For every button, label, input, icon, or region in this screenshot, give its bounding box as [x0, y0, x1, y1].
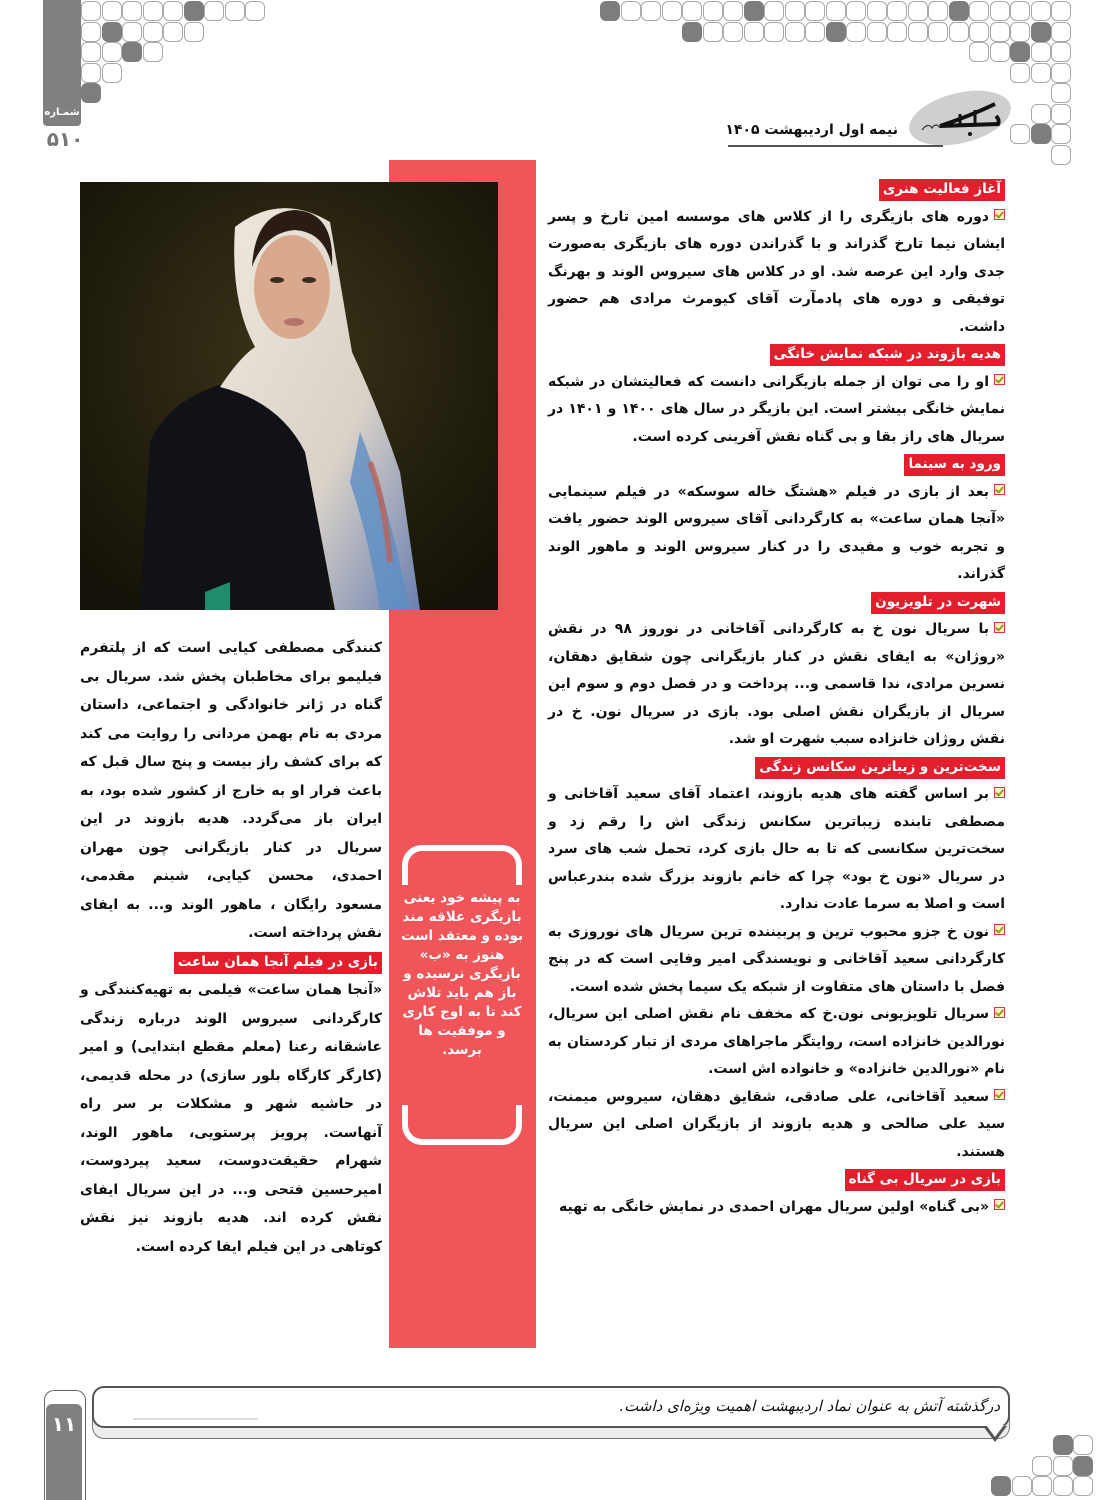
tile-light [949, 22, 969, 42]
tile-light [1051, 83, 1071, 103]
tile-light [764, 1, 784, 21]
tile-light [1012, 1476, 1032, 1496]
tile-light [805, 22, 825, 42]
tile-light [245, 1, 265, 21]
issue-number: ۵۱۰ [46, 127, 84, 151]
bubble-underline [133, 1418, 258, 1420]
checkbox-bullet-icon [994, 622, 1005, 633]
tile-dark [81, 83, 101, 103]
tile-light [867, 22, 887, 42]
tile-dark [1031, 22, 1051, 42]
tile-light [662, 1, 682, 21]
section-heading: بازی در فیلم آنجا همان ساعت [174, 952, 382, 974]
tile-light [1031, 104, 1051, 124]
tile-light [805, 1, 825, 21]
tile-dark [826, 22, 846, 42]
tile-light [969, 22, 989, 42]
article-right-column [548, 176, 1005, 1221]
tile-light [969, 42, 989, 62]
pull-quote-text: به پیشه خود یعنی بازیگری علاقه مند بوده و معتقد است هنوز به «ب» بازیگری نرسیده و باز هم باید تلاش کند تا به اوج کاری و موفقیت ها برسد. [400, 890, 524, 1058]
section-heading: شهرت در تلویزیون [871, 592, 1005, 614]
tile-light [1051, 22, 1071, 42]
tile-light [81, 63, 101, 83]
tile-light [928, 22, 948, 42]
tile-light [867, 1, 887, 21]
tile-dark [184, 1, 204, 21]
tile-light [826, 1, 846, 21]
checkbox-bullet-icon [994, 1089, 1005, 1100]
tile-light [928, 1, 948, 21]
left-continuation-text: کنندگی مصطفی کیایی است که از پلتفرم فیلیمو برای مخاطبان پخش شد. سریال بی گناه در ژانر خانوادگی و اجتماعی، داستان مردی به نام بهمن مردانی را روایت می کند که برای کشف راز بیست و پنج سال قبل که باعث فرار او به خارج از کشور شده بود، به ایران باز می‌گردد. هدیه بازوند در این سریال در کنار بازیگرانی چون مهران احمدی، محسن کیایی، شبنم مقدمی، مسعود رایگان ، ماهور الوند و... به ایفای نقش پرداخته است. [80, 640, 382, 941]
paragraph-text: دوره های بازیگری را از کلاس های موسسه امین تارخ و پسر ایشان نیما تارخ گذراند و با گذراندن دوره های بازیگری به‌صورت جدی وارد این عرصه شد. او در کلاس های سیروس الوند و بهرنگ توفیقی و دوره های پادمآرت آقای کیومرث مرادی هم حضور داشت. [548, 208, 1005, 335]
tile-light [1051, 42, 1071, 62]
paragraph [548, 781, 1005, 919]
tile-dark [1031, 124, 1051, 144]
tile-light [990, 1, 1010, 21]
tile-light [81, 22, 101, 42]
tile-light [1031, 42, 1051, 62]
tile-light [102, 42, 122, 62]
tile-light [846, 1, 866, 21]
tile-light [1051, 145, 1071, 165]
paragraph [548, 1194, 1005, 1222]
tile-dark [991, 1476, 1011, 1496]
tile-dark [1053, 1435, 1073, 1455]
checkbox-bullet-icon [994, 1199, 1005, 1210]
tile-light [122, 22, 142, 42]
tile-light [908, 1, 928, 21]
paragraph [548, 919, 1005, 1002]
issue-label: شمـاره [44, 107, 80, 118]
tile-light [1051, 1, 1071, 21]
tile-light [887, 1, 907, 21]
checkbox-bullet-icon [994, 209, 1005, 220]
tile-light [1073, 1476, 1093, 1496]
tile-dark [102, 22, 122, 42]
left-section-text: «آنجا همان ساعت» فیلمی به تهیه‌کنندگی و کارگردانی سیروس الوند درباره زندگی عاشقانه رعنا (معلم مقطع ابتدایی) و امیر (کارگر کارگاه بلور سازی) در محله قدیمی، در حاشیه شهر و مشکلات بر سر راه آنهاست. پرویز پرستویی، ماهور الوند، شهرام حقیقت‌دوست، سعید پیردوست، امیرحسین فتحی و... در این سریال ایفای نقش کرده اند. هدیه بازوند نیز نقش کوتاهی در این فیلم ایفا کرده است. [80, 982, 382, 1255]
quote-bracket-top-icon [402, 845, 522, 885]
tile-dark [949, 1, 969, 21]
checkbox-bullet-icon [994, 484, 1005, 495]
tile-light [703, 1, 723, 21]
paragraph-text: نون خ جزو محبوب ترین و پربیننده ترین سریال های نوروزی به کارگردانی سعید آقاخانی و نویسندگی امیر وفایی است که در پنج فصل با داستان های متفاوت از شبکه یک سیما پخش شده است. [548, 923, 1005, 995]
tile-light [1010, 63, 1030, 83]
tile-light [723, 1, 743, 21]
tile-light [184, 22, 204, 42]
tile-light [990, 22, 1010, 42]
section-heading: ورود به سینما [904, 454, 1005, 476]
quote-bracket-bottom-icon [402, 1105, 522, 1145]
section-heading: هدیه بازوند در شبکه نمایش خانگی [770, 344, 1005, 366]
pull-quote [398, 845, 526, 1145]
tile-light [1053, 1476, 1073, 1496]
tile-light [163, 1, 183, 21]
tile-light [1010, 1, 1030, 21]
tile-light [143, 1, 163, 21]
paragraph-text: با سریال نون خ به کارگردانی آقاخانی در نوروز ۹۸ در نقش «روژان» به ایفای نقش در کنار بازیگرانی چون شقایق دهقان، نسرین مرادی، ندا قاسمی و... پرداخت و در فصل دوم و سوم این سریال از بازیگران نقش اصلی بود. بازی در سریال نون. خ در نقش روژان خانزاده سبب شهرت او شد. [548, 621, 1005, 747]
tile-light [1051, 124, 1071, 144]
speech-bubble-tail-inner [986, 1425, 1004, 1437]
checkbox-bullet-icon [994, 924, 1005, 935]
checkbox-bullet-icon [994, 787, 1005, 798]
tile-light [163, 22, 183, 42]
tile-light [764, 22, 784, 42]
tile-light [1053, 1456, 1073, 1476]
checkbox-bullet-icon [994, 1007, 1005, 1018]
portrait-photo-icon [80, 182, 498, 610]
tile-light [990, 42, 1010, 62]
tile-light [744, 22, 764, 42]
paragraph-text: «بی گناه» اولین سریال مهران احمدی در نمایش خانگی به تهیه [559, 1198, 989, 1215]
checkbox-bullet-icon [994, 374, 1005, 385]
tile-light [703, 22, 723, 42]
paragraph [548, 1084, 1005, 1167]
tile-light [143, 22, 163, 42]
tile-light [225, 1, 245, 21]
section-heading: آغاز فعالیت هنری [879, 179, 1005, 201]
issue-date: نیمه اول اردیبهشت ۱۴۰۵ [725, 122, 898, 138]
tile-light [785, 22, 805, 42]
tile-light [969, 1, 989, 21]
tile-light [1051, 63, 1071, 83]
tile-light [1031, 1, 1051, 21]
tile-dark [1010, 42, 1030, 62]
tile-light [204, 1, 224, 21]
tile-light [1073, 1435, 1093, 1455]
tile-dark [122, 42, 142, 62]
tile-light [887, 22, 907, 42]
tile-light [102, 63, 122, 83]
tile-light [1032, 1476, 1052, 1496]
tile-light [143, 42, 163, 62]
tile-light [621, 1, 641, 21]
article-left-column [80, 634, 382, 1261]
tile-light [122, 1, 142, 21]
paragraph [548, 1001, 1005, 1084]
tile-light [723, 22, 743, 42]
section-heading: بازی در سریال بی گناه [845, 1169, 1005, 1191]
paragraph [548, 616, 1005, 754]
logo-icon [900, 86, 1015, 148]
paragraph [548, 479, 1005, 589]
paragraph-text: سعید آقاخانی، علی صادقی، شقایق دهقان، سیروس میمنت، سید علی صالحی و هدیه بازوند از بازیگران اصلی این سریال هستند. [548, 1088, 1005, 1160]
speech-bubble-text: درگذشته آتش به عنوان نماد اردیبهشت اهمیت ویژه‌ای داشت. [619, 1397, 1000, 1415]
tile-light [1010, 22, 1030, 42]
tile-light [81, 1, 101, 21]
tile-dark [600, 1, 620, 21]
paragraph-text: او را می توان از جمله بازیگرانی دانست که فعالیتشان در شبکه نمایش خانگی بیشتر است. این بازیگر در سال های ۱۴۰۰ و ۱۴۰۱ در سریال های راز بقا و بی گناه نقش آفرینی کرده است. [548, 373, 1005, 445]
tile-light [846, 22, 866, 42]
actress-portrait-photo [80, 182, 498, 610]
header-divider [728, 145, 943, 147]
paragraph-text: سریال تلویزیونی نون.خ که مخفف نام نقش اصلی این سریال، نورالدین خانزاده است، روایتگر ماجراهای مردی از تبار کردستان به نام «نورالدین خانزاده» و خانواده اش است. [548, 1006, 1005, 1077]
paragraph-text: بر اساس گفته های هدیه بازوند، اعتماد آقای سعید آقاخانی و مصطفی تابنده زیباترین سکانس زندگی اش را رقم زد و سخت‌ترین سکانسی که تا به حال بازی کرد، تحمل شب های سرد در سریال «نون خ بود» چرا که خانم بازوند بزرگ شده بندرعباس است و اصلا به سرما عادت ندارد. [548, 786, 1005, 912]
magazine-logo [900, 86, 1015, 148]
paragraph [548, 369, 1005, 452]
tile-light [81, 42, 101, 62]
tile-light [785, 1, 805, 21]
page-number: ۱۱ [51, 1412, 77, 1436]
tile-light [641, 1, 661, 21]
tile-light [682, 1, 702, 21]
tile-light [102, 1, 122, 21]
tile-light [1032, 1456, 1052, 1476]
tile-dark [1073, 1456, 1093, 1476]
tile-dark [744, 1, 764, 21]
paragraph-text: بعد از بازی در فیلم «هشتگ خاله سوسکه» در فیلم سینمایی «آنجا همان ساعت» به کارگردانی آقای سیروس الوند حضور یافت و تجربه خوب و مفیدی را در کنار سیروس الوند و ماهور الوند گذراند. [548, 483, 1005, 582]
tile-light [1031, 63, 1051, 83]
tile-light [1051, 104, 1071, 124]
paragraph [548, 204, 1005, 342]
tile-light [908, 22, 928, 42]
section-heading: سخت‌ترین و زیباترین سکانس زندگی [755, 757, 1005, 779]
tile-dark [682, 22, 702, 42]
